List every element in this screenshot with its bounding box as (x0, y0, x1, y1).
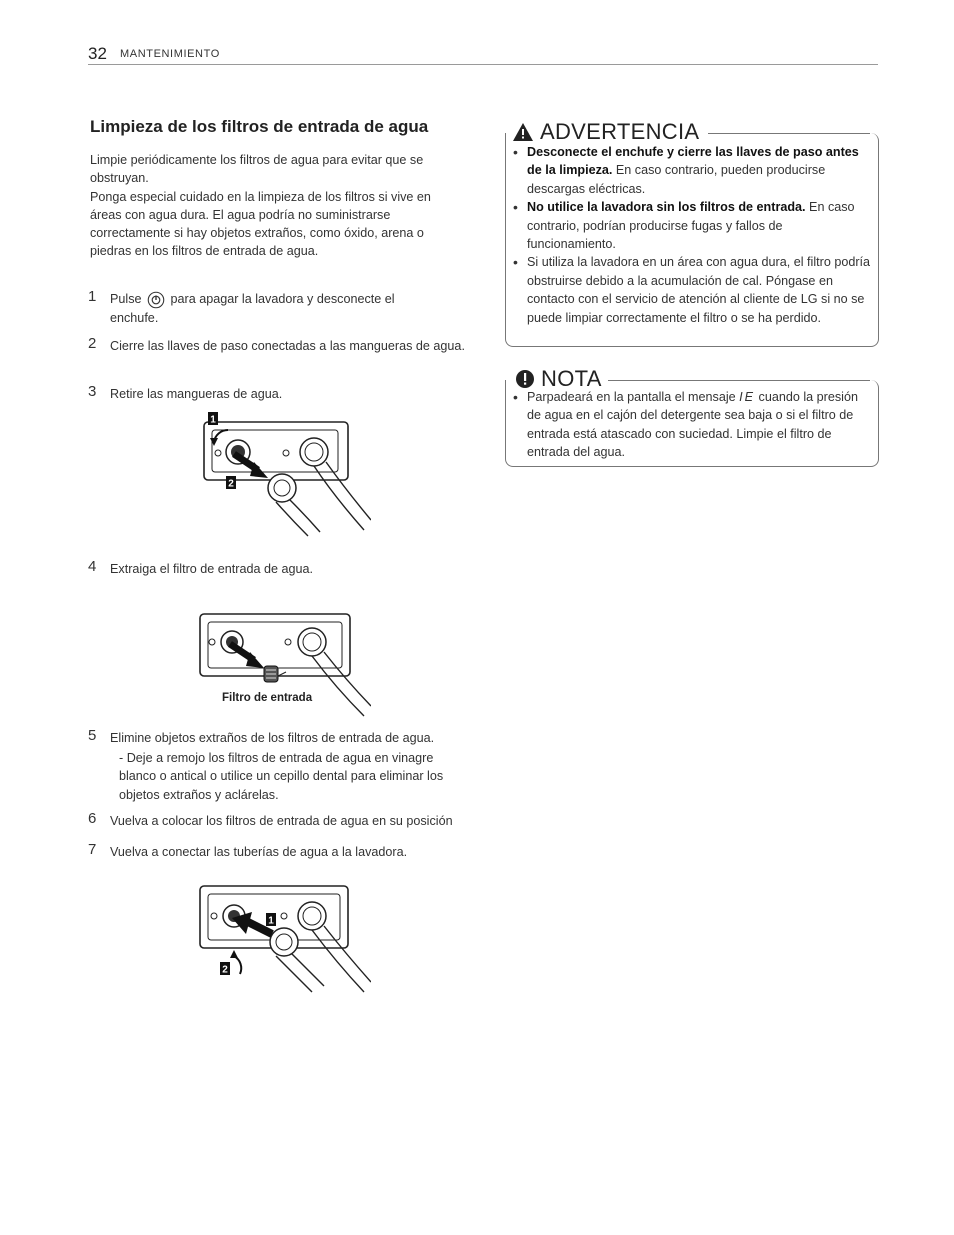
warning-triangle-icon (512, 122, 534, 142)
step-1 (88, 290, 438, 327)
step-text: Pulse (110, 292, 142, 306)
intro-paragraph: Limpie periódicamente los filtros de agua para evitar que se obstruyan. (90, 153, 424, 186)
step-number: 5 (88, 727, 97, 744)
note-exclamation-icon (515, 369, 535, 389)
note-item: • Parpadeará en la pantalla el mensaje IE cuando la presión de agua en el cajón del detergente sea baja o si el filtro de entrada está atascado con suciedad. Limpie el filtro de entrada del agua. (513, 389, 858, 460)
warning-item: • No utilice la lavadora sin los filtros de entrada. En caso contrario, podrían producirse fugas y fallos de funcionamiento. (513, 199, 855, 252)
step-text: Vuelva a colocar los filtros de entrada de agua en su posición (110, 814, 453, 828)
marker-2: 2 (222, 964, 228, 976)
hose-removal-illustration (196, 408, 371, 538)
marker-2: 2 (228, 478, 234, 490)
warning-list (513, 143, 873, 327)
error-code: IE (739, 390, 756, 404)
marker-1: 1 (210, 414, 216, 426)
step-number: 1 (88, 288, 97, 305)
step-number: 2 (88, 335, 97, 352)
power-button-icon (147, 291, 165, 309)
note-title: NOTA (541, 366, 602, 391)
step-text: Retire las mangueras de agua. (110, 387, 283, 401)
step-text: Elimine objetos extraños de los filtros de entrada de agua. (110, 731, 435, 745)
step-5 (88, 729, 478, 747)
warning-item: • Si utiliza la lavadora en un área con agua dura, el filtro podría obstruirse debido a la acumulación de cal. Póngase en contacto con el servicio de atención al cliente de LG si no se puede limpiar correctamente el filtro o se ha perdido. (513, 254, 871, 325)
page-header (88, 44, 878, 65)
warning-title: ADVERTENCIA (540, 119, 700, 144)
step-text: para apagar la lavadora y desconecte el enchufe. (110, 292, 395, 325)
marker-1: 1 (268, 915, 274, 927)
step-4 (88, 560, 468, 578)
step-number: 4 (88, 558, 97, 575)
intro-text (90, 151, 460, 261)
figure-label: Filtro de entrada (222, 692, 313, 704)
note-list (513, 388, 871, 462)
hose-reconnect-illustration (196, 882, 371, 997)
page-number: 32 (88, 44, 107, 63)
warning-item: • Desconecte el enchufe y cierre las llaves de paso antes de la limpieza. En caso contrario, pueden producirse descargas eléctricas. (513, 144, 859, 196)
warning-heading (512, 119, 699, 145)
step-6 (88, 812, 478, 830)
step-3 (88, 385, 468, 403)
intro-paragraph: Ponga especial cuidado en la limpieza de los filtros si vive en áreas con agua dura. El agua podría no suministrarse correctamente si hay objetos extraños, como óxido, arena o piedras en los filtros de entrada de agua. (90, 189, 431, 259)
section-name: MANTENIMIENTO (120, 48, 220, 60)
section-title: Limpieza de los filtros de entrada de agua (90, 117, 429, 136)
step-text: Vuelva a conectar las tuberías de agua a la lavadora. (110, 845, 408, 859)
step-2 (88, 337, 468, 355)
step-number: 7 (88, 841, 97, 858)
step-text: Cierre las llaves de paso conectadas a las mangueras de agua. (110, 339, 465, 353)
step-number: 6 (88, 810, 97, 827)
step-7 (88, 843, 478, 861)
step-text: Extraiga el filtro de entrada de agua. (110, 562, 314, 576)
step-number: 3 (88, 383, 97, 400)
step-5-detail: - Deje a remojo los filtros de entrada de agua en vinagre blanco o antical o utilice un cepillo dental para eliminar los objetos extraños y aclárelas. (119, 751, 444, 802)
